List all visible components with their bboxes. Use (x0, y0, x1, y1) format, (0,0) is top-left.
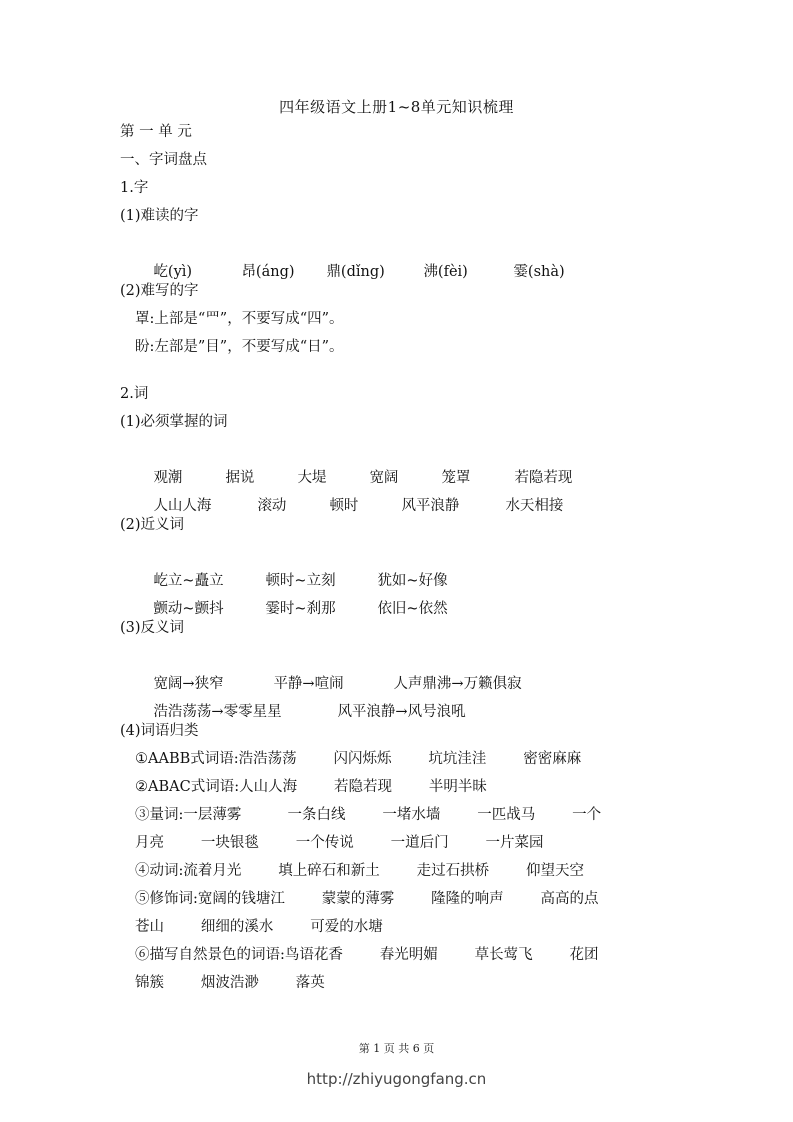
jinyi-pair: 依旧~依然 (377, 601, 448, 617)
jinyi-pair: 屹立~矗立 (153, 573, 224, 589)
fanyi-pair: 风平浪静→风号浪吼 (337, 704, 466, 720)
guilei-heading: (4)词语归类 (120, 723, 199, 739)
guilei-line: ④动词:流着月光 填上碎石和新土 走过石拱桥 仰望天空 (135, 863, 585, 879)
bixu-heading: (1)必须掌握的词 (120, 414, 228, 430)
bixu-word: 人山人海 (153, 498, 212, 514)
fanyi-heading: (3)反义词 (120, 620, 185, 636)
ci-heading: 2.词 (120, 386, 149, 402)
nandu-heading: (1)难读的字 (120, 208, 199, 224)
nandu-word: 霎(shà) (513, 264, 565, 280)
fanyi-pair: 浩浩荡荡→零零星星 (153, 704, 282, 720)
nandu-word: 鼎(dǐng) (326, 264, 385, 280)
bixu-word: 笼罩 (441, 470, 471, 486)
bixu-word: 宽阔 (369, 470, 399, 486)
page-title: 四年级语文上册1~8单元知识梳理 (279, 98, 514, 116)
bixu-word: 水天相接 (505, 498, 564, 514)
bixu-word: 据说 (225, 470, 255, 486)
page-number: 第 1 页 共 6 页 (358, 1042, 435, 1055)
bixu-word: 若隐若现 (514, 470, 573, 486)
nanxie-line: 盼:左部是”目”，不要写成“日”。 (135, 339, 344, 355)
fanyi-pair: 平静→喧闹 (273, 676, 344, 692)
guilei-line: ⑤修饰词:宽阔的钱塘江 蒙蒙的薄雾 隆隆的响声 高高的点 (135, 891, 599, 907)
nandu-word: 昂(áng) (241, 264, 295, 280)
nandu-word: 屹(yì) (153, 264, 193, 280)
section-heading: 一、字词盘点 (120, 152, 207, 168)
guilei-line: 锦簇 烟波浩渺 落英 (135, 975, 325, 991)
fanyi-row (120, 642, 680, 692)
bixu-row (120, 436, 680, 486)
fanyi-pair: 人声鼎沸→万籁俱寂 (393, 676, 522, 692)
guilei-line: 苍山 细细的溪水 可爱的水塘 (135, 919, 383, 935)
jinyi-pair: 犹如~好像 (377, 573, 448, 589)
guilei-line: 月亮 一块银毯 一个传说 一道后门 一片菜园 (135, 835, 544, 851)
guilei-line: ⑥描写自然景色的词语:鸟语花香 春光明媚 草长莺飞 花团 (135, 947, 599, 963)
guilei-line: ①AABB式词语:浩浩荡荡 闪闪烁烁 坑坑洼洼 密密麻麻 (135, 751, 582, 767)
guilei-line: ③量词:一层薄雾 一条白线 一堵水墙 一匹战马 一个 (135, 807, 602, 823)
jinyi-pair: 颤动~颤抖 (153, 601, 224, 617)
unit-heading: 第 一 单 元 (120, 124, 192, 140)
zi-heading: 1.字 (120, 180, 149, 196)
jinyi-heading: (2)近义词 (120, 517, 185, 533)
source-url: http://zhiyugongfang.cn (306, 1070, 487, 1088)
document-body (120, 118, 680, 997)
bixu-word: 顿时 (329, 498, 359, 514)
bixu-word: 滚动 (257, 498, 287, 514)
nandu-word: 沸(fèi) (423, 264, 468, 280)
bixu-word: 观潮 (153, 470, 183, 486)
nanxie-line: 罩:上部是“罒”，不要写成“四”。 (135, 311, 344, 327)
bixu-word: 风平浪静 (401, 498, 460, 514)
jinyi-pair: 霎时~刹那 (265, 601, 336, 617)
fanyi-pair: 宽阔→狭窄 (153, 676, 224, 692)
bixu-word: 大堤 (297, 470, 327, 486)
guilei-line: ②ABAC式词语:人山人海 若隐若现 半明半昧 (135, 779, 487, 795)
nandu-row (120, 230, 680, 280)
jinyi-row (120, 539, 680, 589)
nanxie-heading: (2)难写的字 (120, 283, 199, 299)
jinyi-pair: 顿时~立刻 (265, 573, 336, 589)
